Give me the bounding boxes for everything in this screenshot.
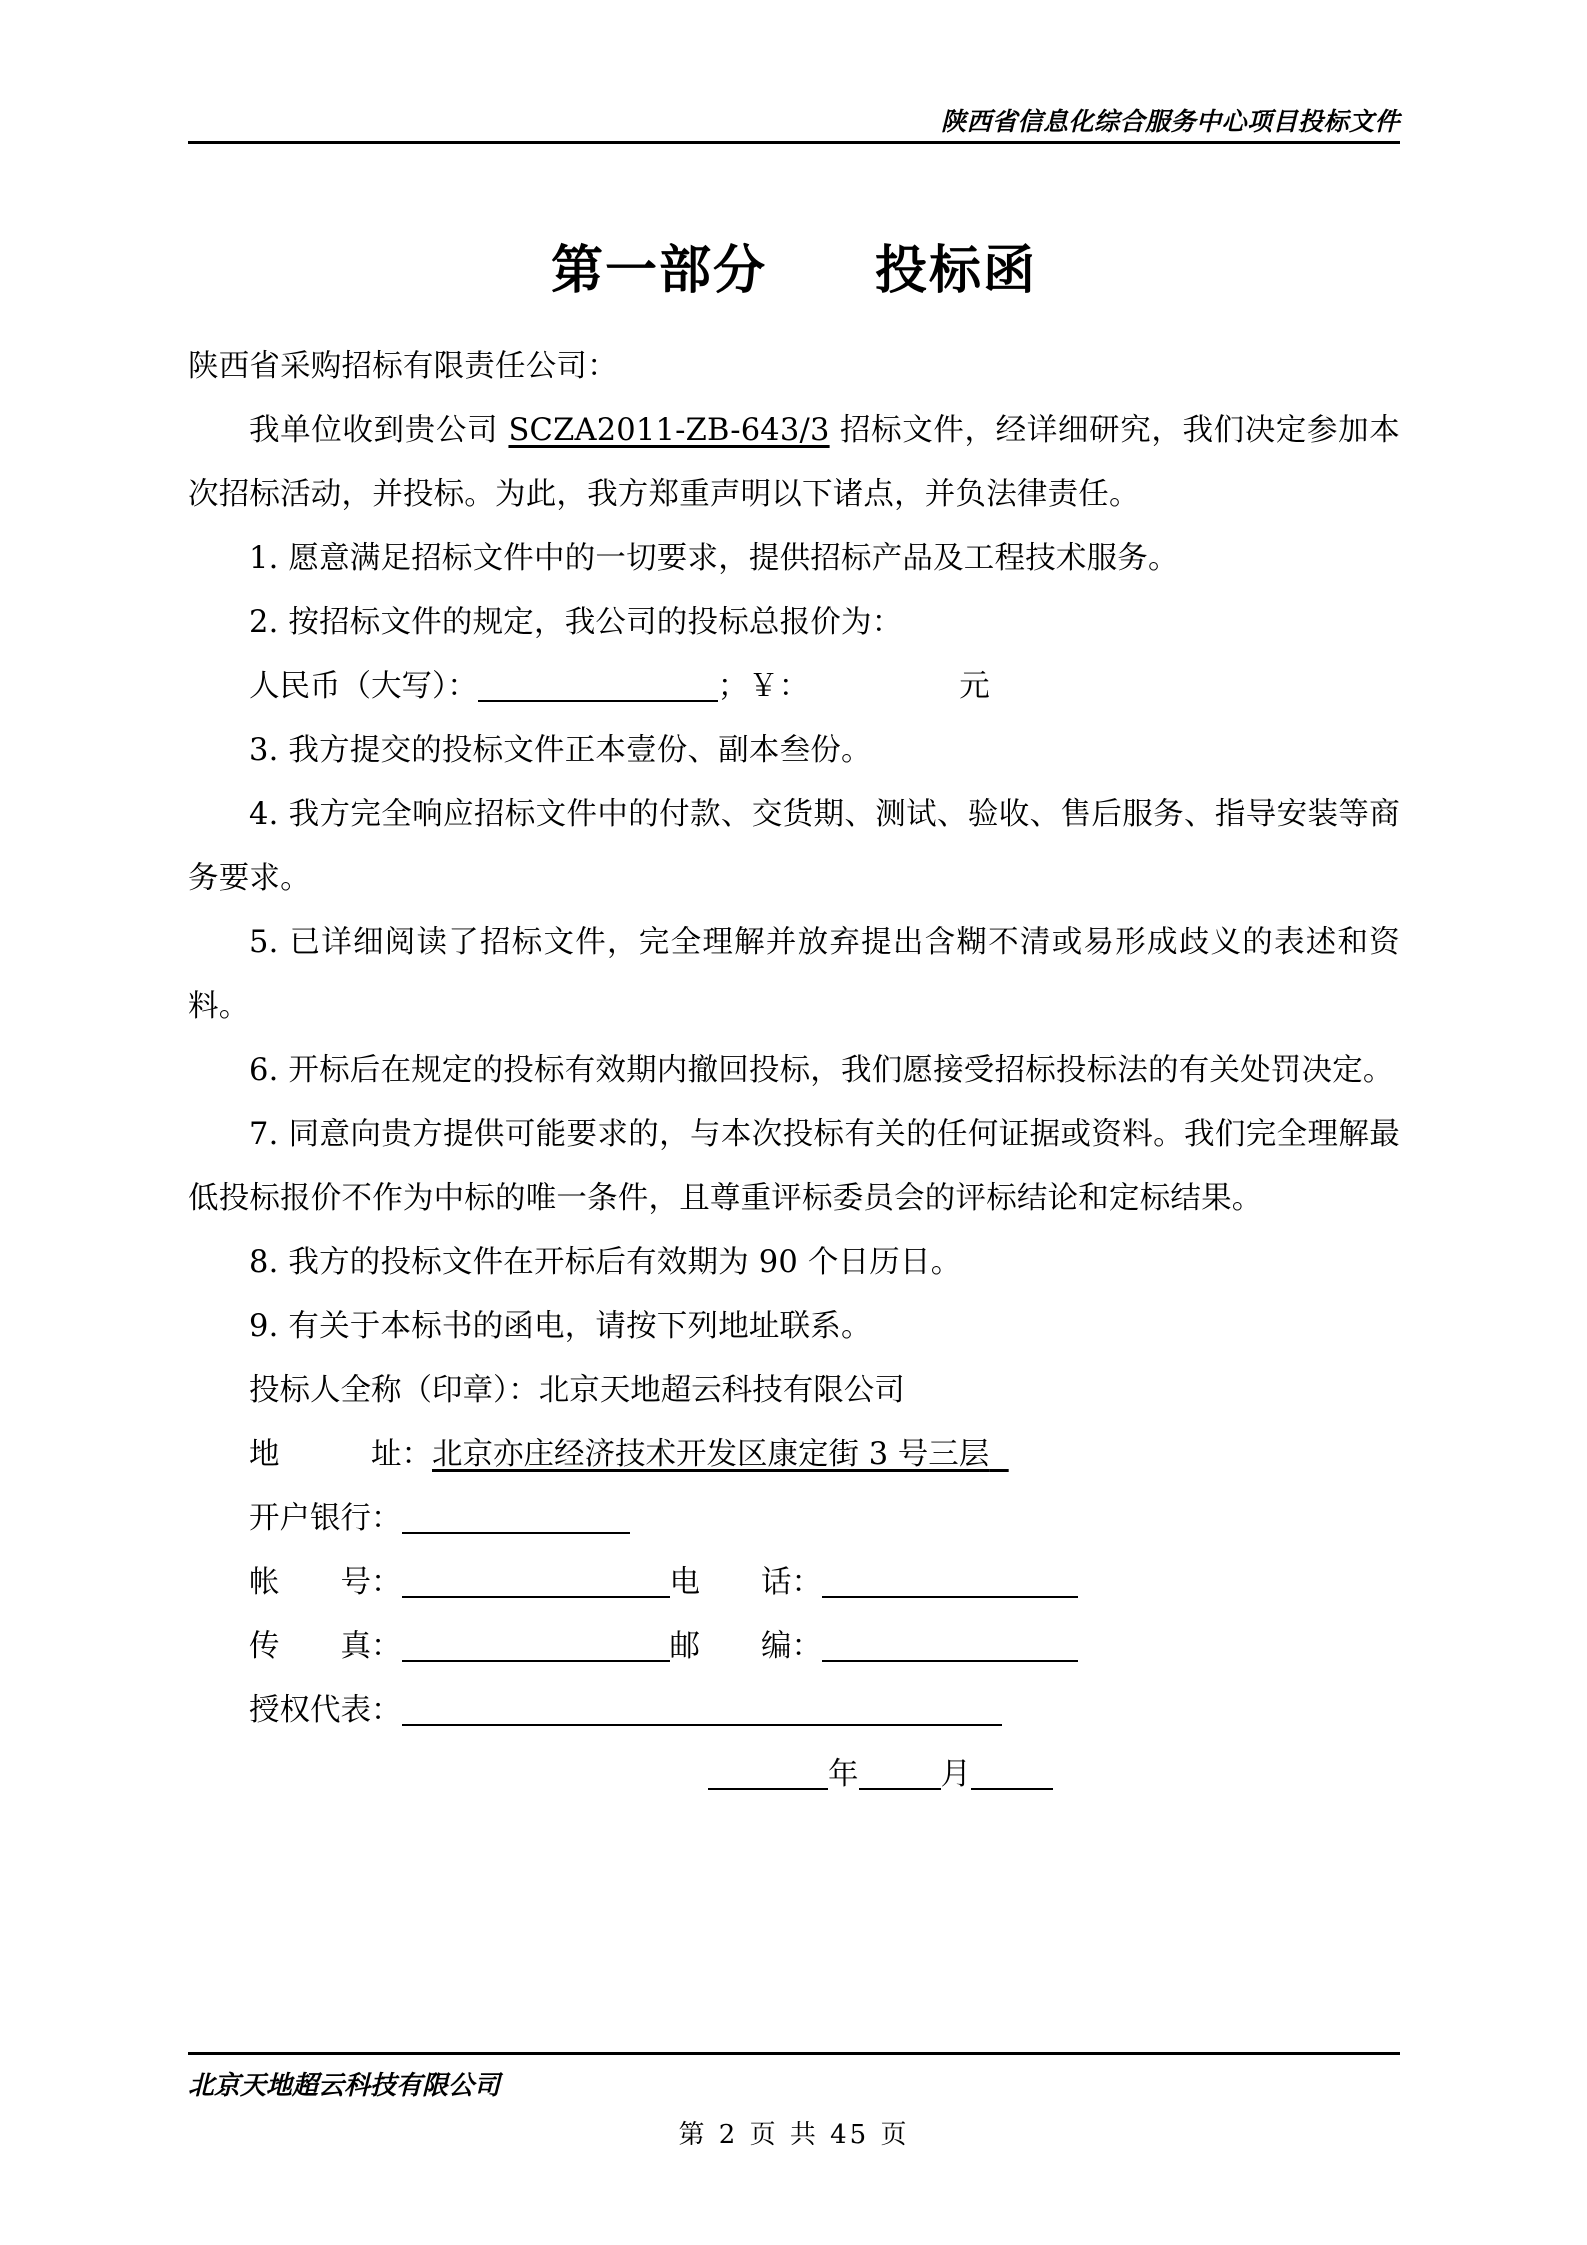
tender-number: SCZA2011-ZB-643/3 — [508, 413, 830, 448]
address-label: 地 址： — [249, 1437, 432, 1472]
phone-label: 电 话： — [669, 1565, 822, 1600]
date-year-label: 年 — [828, 1757, 859, 1792]
representative-row — [188, 1679, 1400, 1743]
fax-blank[interactable] — [402, 1630, 670, 1662]
price-figure-blank[interactable] — [809, 672, 959, 702]
price-line — [188, 655, 1400, 719]
price-words-blank[interactable] — [478, 670, 718, 702]
clause-item-9: 9. 有关于本标书的函电，请按下列地址联系。 — [249, 1309, 872, 1344]
currency-label: 人民币（大写）： — [249, 669, 478, 704]
account-label: 帐 号： — [249, 1565, 402, 1600]
account-phone-row — [188, 1551, 1400, 1615]
phone-blank[interactable] — [822, 1566, 1078, 1598]
date-year-blank[interactable] — [708, 1758, 828, 1790]
date-month-label: 月 — [940, 1757, 971, 1792]
clause-item-6: 6. 开标后在规定的投标有效期内撤回投标，我们愿接受招标投标法的有关处罚决定。 — [249, 1053, 1394, 1088]
representative-label: 授权代表： — [249, 1693, 402, 1728]
date-row — [188, 1743, 1400, 1807]
page-title: 第一部分 投标函 — [550, 241, 1037, 301]
header-title: 陕西省信息化综合服务中心项目投标文件 — [940, 107, 1400, 136]
postcode-label: 邮 编： — [669, 1629, 822, 1664]
bidder-label: 投标人全称（印章）： — [249, 1373, 539, 1408]
bidder-name: 北京天地超云科技有限公司 — [538, 1373, 905, 1408]
opening-prefix: 我单位收到贵公司 — [249, 413, 509, 448]
postcode-blank[interactable] — [822, 1630, 1078, 1662]
fax-label: 传 真： — [249, 1629, 402, 1664]
representative-blank[interactable] — [402, 1694, 1002, 1726]
account-blank[interactable] — [402, 1566, 670, 1598]
clause-item-1: 1. 愿意满足招标文件中的一切要求，提供招标产品及工程技术服务。 — [249, 541, 1179, 576]
bank-blank[interactable] — [402, 1502, 630, 1534]
footer-page-info: 第 2 页 共 45 页 — [678, 2120, 910, 2150]
clause-item-2: 2. 按招标文件的规定，我公司的投标总报价为： — [249, 605, 903, 640]
page-footer — [188, 2052, 1400, 2151]
address-value: 北京亦庄经济技术开发区康定街 3 号三层 — [432, 1437, 990, 1472]
clause-item-7: 7. 同意向贵方提供可能要求的，与本次投标有关的任何证据或资料。我们完全理解最低投标报价不作为中标的唯一条件，且尊重评标委员会的评标结论和定标结果。 — [188, 1117, 1400, 1216]
bidder-name-row — [188, 1359, 1400, 1423]
clause-item-8: 8. 我方的投标文件在开标后有效期为 90 个日历日。 — [249, 1245, 962, 1280]
document-body — [188, 335, 1400, 1807]
date-day-blank[interactable] — [971, 1758, 1053, 1790]
date-month-blank[interactable] — [859, 1758, 941, 1790]
page-header — [188, 106, 1400, 144]
clause-item-4: 4. 我方完全响应招标文件中的付款、交货期、测试、验收、售后服务、指导安装等商务要求。 — [188, 797, 1400, 896]
clause-item-5: 5. 已详细阅读了招标文件，完全理解并放弃提出含糊不清或易形成歧义的表述和资料。 — [188, 925, 1400, 1024]
addressee-line: 陕西省采购招标有限责任公司： — [188, 349, 618, 384]
bank-label: 开户银行： — [249, 1501, 402, 1536]
clause-item-3: 3. 我方提交的投标文件正本壹份、副本叁份。 — [249, 733, 872, 768]
fax-postcode-row — [188, 1615, 1400, 1679]
opening-paragraph — [188, 399, 1400, 527]
address-row — [188, 1423, 1400, 1487]
price-unit: 元 — [959, 669, 990, 704]
opening-suffix: 招标文件，经详细研究，我们决定参加本次招标活动，并投标。为此，我方郑重声明以下诸点，并负法律责任。 — [188, 413, 1400, 512]
price-separator: ；￥： — [717, 669, 810, 704]
footer-company: 北京天地超云科技有限公司 — [188, 2071, 501, 2101]
bank-row — [188, 1487, 1400, 1551]
address-trailing-rule — [989, 1437, 1008, 1472]
